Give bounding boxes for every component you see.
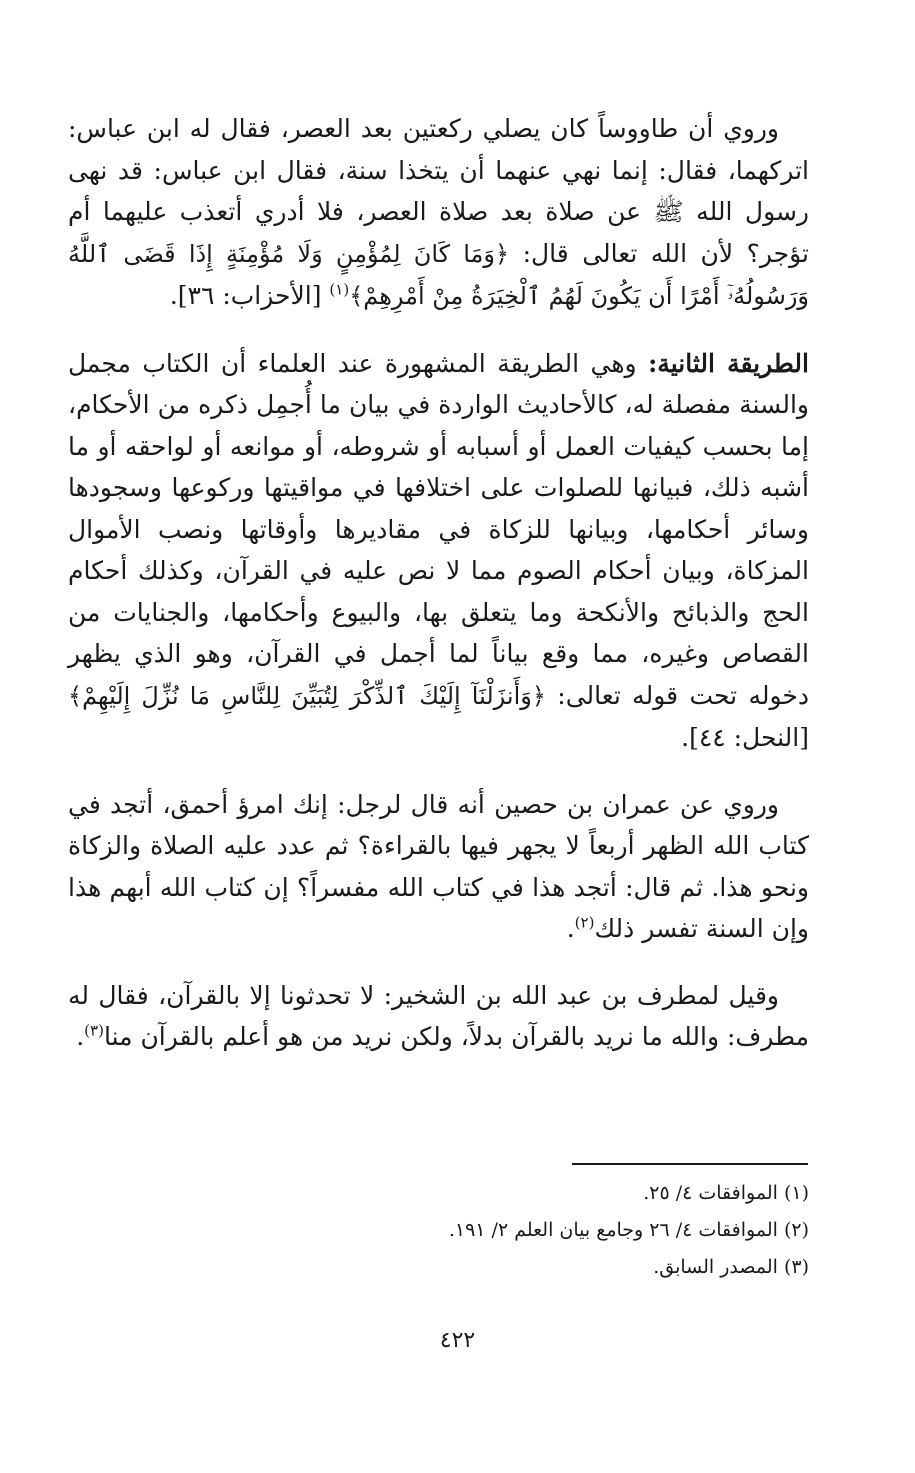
quran-verse-ahzab: ﴿وَمَا كَانَ لِمُؤْمِنٍ وَلَا مُؤْمِنَةٍ إِذَا قَضَى ٱللَّهُ وَرَسُولُهُۥٓ أَمْرًا أَن يَكُونَ لَهُمُ ٱلْخِيَرَةُ مِنْ أَمْرِهِمْ﴾ [68,239,809,310]
paragraph-4-text: وقيل لمطرف بن عبد الله بن الشخير: لا تحدثونا إلا بالقرآن، فقال له مطرف: والله ما نريد بالقرآن بدلاً، ولكن نريد من هو أعلم بالقرآن منا [68,980,809,1051]
footnote-1: (١) الموافقات ٤/ ٢٥. [643,1182,809,1204]
footnote-divider [572,1163,808,1165]
paragraph-1-text: وروي أن طاووساً كان يصلي ركعتين بعد العصر، فقال له ابن عباس: اتركهما، فقال: إنما نهي عنهما أن يتخذا سنة، فقال ابن عباس: قد نهى رسول الله ﷺ عن صلاة بعد صلاة العصر، فلا أدري أتعذب عليهما أم تؤجر؟ لأن الله تعالى قال: [68,114,810,268]
paragraph-3 [68,784,809,950]
paragraph-4 [68,975,809,1058]
paragraph-4-end: . [76,1022,85,1051]
footnote-ref-2: (٢) [574,913,595,932]
paragraph-2-text: وهي الطريقة المشهورة عند العلماء أن الكتاب مجمل والسنة مفصلة له، كالأحاديث الواردة في بيان ما أُجمِل ذكره من الأحكام، إما بحسب كيفيات العمل أو أسبابه أو شروطه، أو موانعه أو لواحقه أو ما أشبه ذلك، فبيانها للصلوات على اختلافها في مواقيتها وركوعها وسجودها وسائر أحكامها، وبيانها للزكاة في مقاديرها وأوقاتها ونصب الأموال المزكاة، وبيان أحكام الصوم مما لا نص عليه في القرآن، وكذلك أحكام الحج والذبائح والأنكحة وما يتعلق بها، والبيوع وأحكامها، والجنايات من القصاص وغيره، مما وقع بياناً لما أجمل في القرآن، وهو الذي يظهر دخوله تحت قوله تعالى: [68,348,809,710]
paragraph-2 [68,343,809,759]
footnote-ref-1: (١) [329,280,350,299]
verse-reference-nahl: [النحل: ٤٤]. [681,723,809,752]
page-number: ٤٢٢ [439,1328,476,1353]
footnote-ref-3: (٣) [84,1021,104,1040]
footnotes [68,1175,809,1286]
section-heading-second-method: الطريقة الثانية: [648,348,809,378]
paragraph-1 [68,108,809,318]
footnote-2: (٢) الموافقات ٤/ ٢٦ وجامع بيان العلم ٢/ ١٩١. [448,1219,809,1241]
paragraph-3-end: . [566,914,575,943]
verse-reference-ahzab: [الأحزاب: ٣٦]. [169,281,330,310]
footnote-3: (٣) المصدر السابق. [653,1256,809,1278]
main-text [68,108,809,1083]
paragraph-3-text: وروي عن عمران بن حصين أنه قال لرجل: إنك امرؤ أحمق، أتجد في كتاب الله الظهر أربعاً لا يجهر فيها بالقراءة؟ ثم عدد عليه الصلاة والزكاة ونحو هذا. ثم قال: أتجد هذا في كتاب الله مفسراً؟ إن كتاب الله أبهم هذا وإن السنة تفسر ذلك [68,789,809,943]
quran-verse-nahl: ﴿وَأَنزَلْنَآ إِلَيْكَ ٱلذِّكْرَ لِتُبَيِّنَ لِلنَّاسِ مَا نُزِّلَ إِلَيْهِمْ﴾ [68,681,546,710]
